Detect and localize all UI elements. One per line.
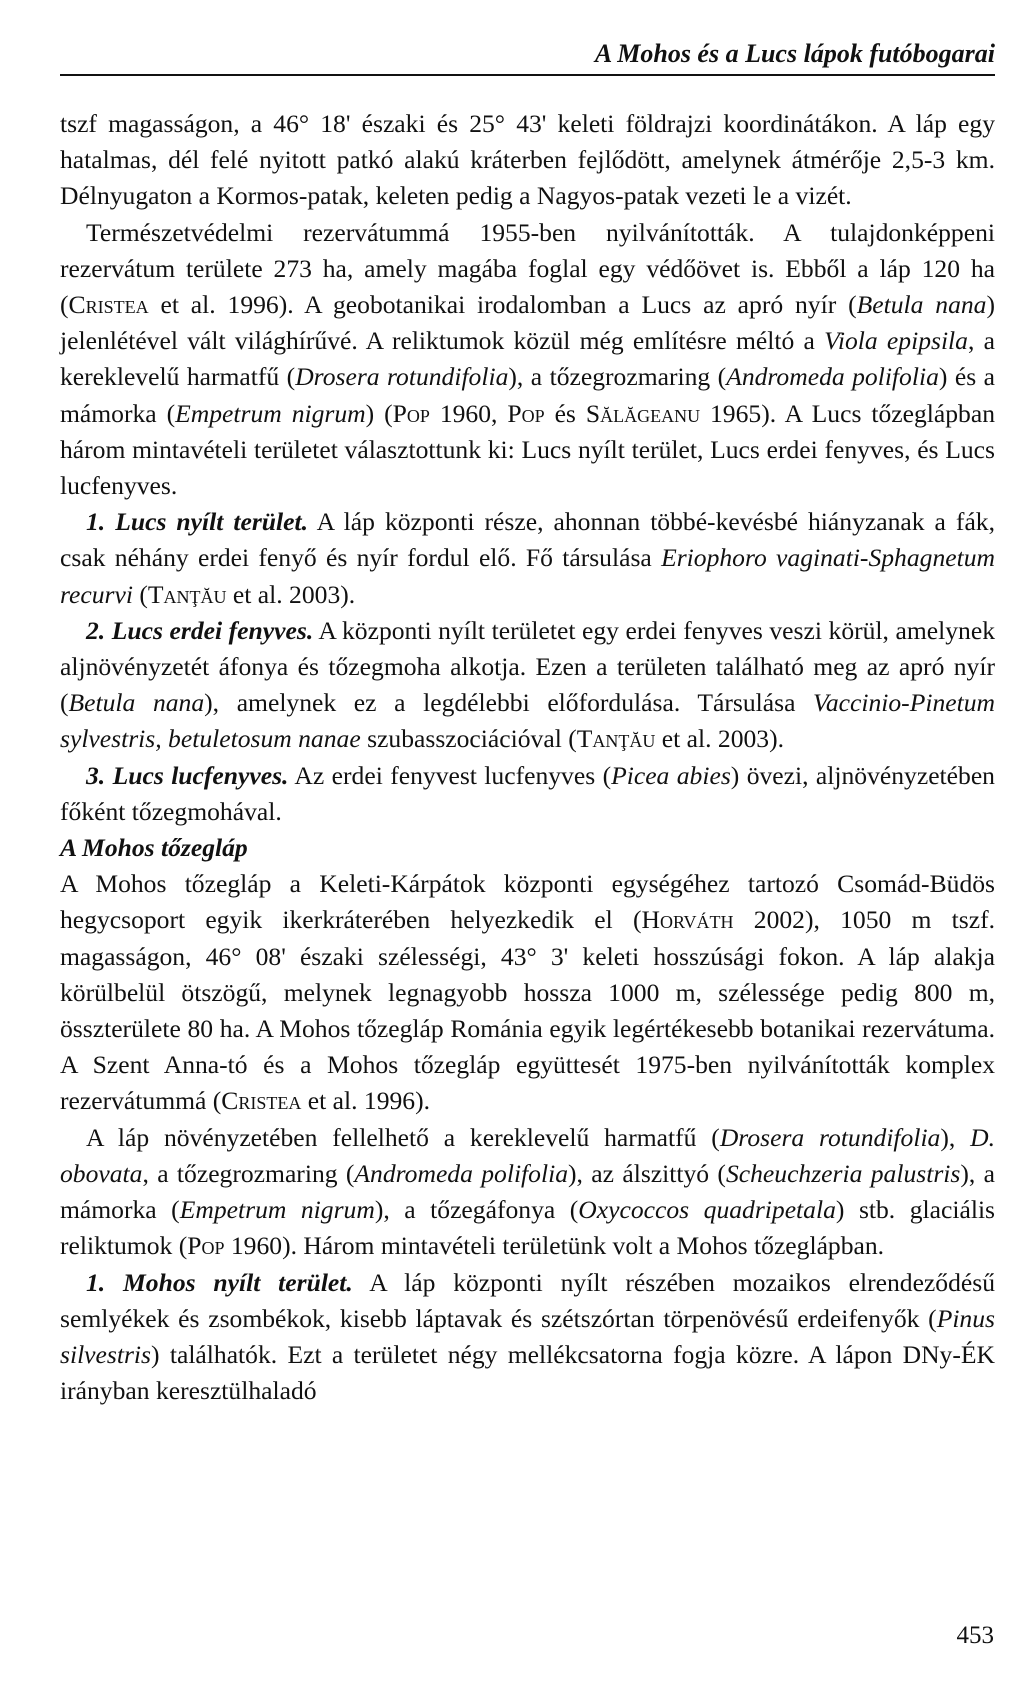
citation: Cristea	[68, 290, 149, 320]
species-name: Scheuchzeria palustris	[725, 1158, 961, 1188]
page	[60, 38, 995, 1409]
citation: Pop	[187, 1231, 225, 1261]
paragraph-mohos-vegetation: A láp növényzetében fellelhető a kereklevelű harmatfű (Drosera rotundifolia), D. obovata, a tőzegrozmaring (Andromeda polifolia), az álszittyó (Scheuchzeria palustris), a mámorka (Empetrum nigrum), a tőzegáfonya (Oxycoccos quadripetala) stb. glaciális reliktumok (Pop 1960). Három mintavételi területünk volt a Mohos tőzeglápban.	[60, 1122, 996, 1261]
citation: Sălăgeanu	[585, 398, 701, 428]
list-item-mohos-open-area: 1. Mohos nyílt terület. A láp központi nyílt részében mozaikos elrendeződésű semlyékek és zsombékok, kisebb láptavak és szétszórtan törpenövésű erdeifenyők (Pinus silvestris) találhatók. Ezt a területet négy mellékcsatorna fogja közre. A lápon DNy-ÉK irányban keresztülhaladó	[60, 1267, 995, 1406]
paragraph-mohos-location: A Mohos tőzegláp a Keleti-Kárpátok központi egységéhez tartozó Csomád-Büdös hegycsoport egyik ikerkráterében helyezkedik el (Horváth 2002), 1050 m tszf. magasságon, 46° 08' északi szélességi, 43° 3' keleti hosszúsági fokon. A láp alakja körülbelül ötszögű, melynek legnagyobb hossza 1000 m, szélessége pedig 800 m, összterülete 80 ha. A Mohos tőzegláp Románia egyik legértékesebb botanikai rezervátuma. A Szent Anna-tó és a Mohos tőzegláp együttesét 1975-ben nyilvánították komplex rezervátummá (Cristea et al. 1996).	[60, 869, 995, 1116]
item-title: Lucs lucfenyves.	[112, 760, 289, 790]
species-name: Betula nana	[68, 688, 205, 718]
list-item-lucs-pine-forest: 2. Lucs erdei fenyves. A központi nyílt területet egy erdei fenyves veszi körül, amelynek aljnövényzetét áfonya és tőzegmoha alkotja. Ezen a területen található meg az apró nyír (Betula nana), amelynek ez a legdélebbi előfordulása. Társulása Vaccinio-Pinetum sylvestris, betuletosum nanae szubasszociációval (Tanţău et al. 2003).	[60, 615, 995, 754]
species-name: Picea abies	[611, 760, 731, 790]
item-title: Lucs erdei fenyves.	[111, 615, 314, 645]
citation: Cristea	[221, 1086, 302, 1116]
main-text	[60, 106, 995, 1409]
species-name: Andromeda polifolia	[726, 362, 939, 392]
species-name: Empetrum nigrum	[175, 398, 366, 428]
species-name: Betula nana	[856, 290, 987, 320]
association-name: Eriophoro vaginati-Sphagnetum recurvi	[60, 543, 995, 609]
running-header: A Mohos és a Lucs lápok futóbogarai	[60, 38, 995, 76]
species-name: Drosera rotundifolia	[295, 362, 509, 392]
list-item-lucs-spruce-forest: 3. Lucs lucfenyves. Az erdei fenyvest lucfenyves (Picea abies) övezi, aljnövényzetében főként tőzegmohával.	[60, 760, 995, 826]
paragraph-lucs-reserve: Természetvédelmi rezervátummá 1955-ben nyilvánították. A tulajdonképpeni rezervátum területe 273 ha, amely magába foglal egy védőövet is. Ebből a láp 120 ha (Cristea et al. 1996). A geobotanikai irodalomban a Lucs az apró nyír (Betula nana) jelenlétével vált világhírűvé. A reliktumok közül még említésre méltó a Viola epipsila, a kereklevelű harmatfű (Drosera rotundifolia), a tőzegrozmaring (Andromeda polifolia) és a mámorka (Empetrum nigrum) (Pop 1960, Pop és Sălăgeanu 1965). A Lucs tőzeglápban három mintavételi területet választottunk ki: Lucs nyílt terület, Lucs erdei fenyves, és Lucs lucfenyves.	[60, 217, 996, 501]
citation: Tanţău	[147, 579, 227, 609]
item-title: Lucs nyílt terület.	[115, 507, 308, 537]
section-heading-mohos: A Mohos tőzegláp	[60, 833, 248, 863]
species-name: D. obovata	[60, 1122, 995, 1188]
species-name: Drosera rotundifolia	[719, 1122, 941, 1152]
species-name: Viola epipsila	[824, 326, 968, 356]
species-name: Andromeda polifolia	[354, 1158, 568, 1188]
citation: Pop	[507, 398, 545, 428]
item-title: Mohos nyílt terület.	[123, 1267, 353, 1297]
association-name: Vaccinio-Pinetum sylvestris, betuletosum nanae	[60, 688, 995, 754]
list-item-lucs-open-area: 1. Lucs nyílt terület. A láp központi része, ahonnan többé-kevésbé hiányzanak a fák, csak néhány erdei fenyő és nyír fordul elő. Fő társulása Eriophoro vaginati-Sphagnetum recurvi (Tanţău et al. 2003).	[60, 507, 995, 609]
citation: Tanţău	[576, 724, 656, 754]
species-name: Empetrum nigrum	[179, 1195, 375, 1225]
species-name: Pinus silvestris	[60, 1303, 995, 1369]
page-number: 453	[956, 1622, 994, 1649]
species-name: Oxycoccos quadripetala	[578, 1195, 836, 1225]
citation: Pop	[392, 398, 430, 428]
citation: Horváth	[641, 905, 734, 935]
paragraph-lucs-location: tszf magasságon, a 46° 18' északi és 25° 43' keleti földrajzi koordinátákon. A láp egy hatalmas, dél felé nyitott patkó alakú kráterben fejlődött, amelynek átmérője 2,5-3 km. Délnyugaton a Kormos-patak, keleten pedig a Nagyos-patak vezeti le a vizét.	[60, 109, 995, 211]
